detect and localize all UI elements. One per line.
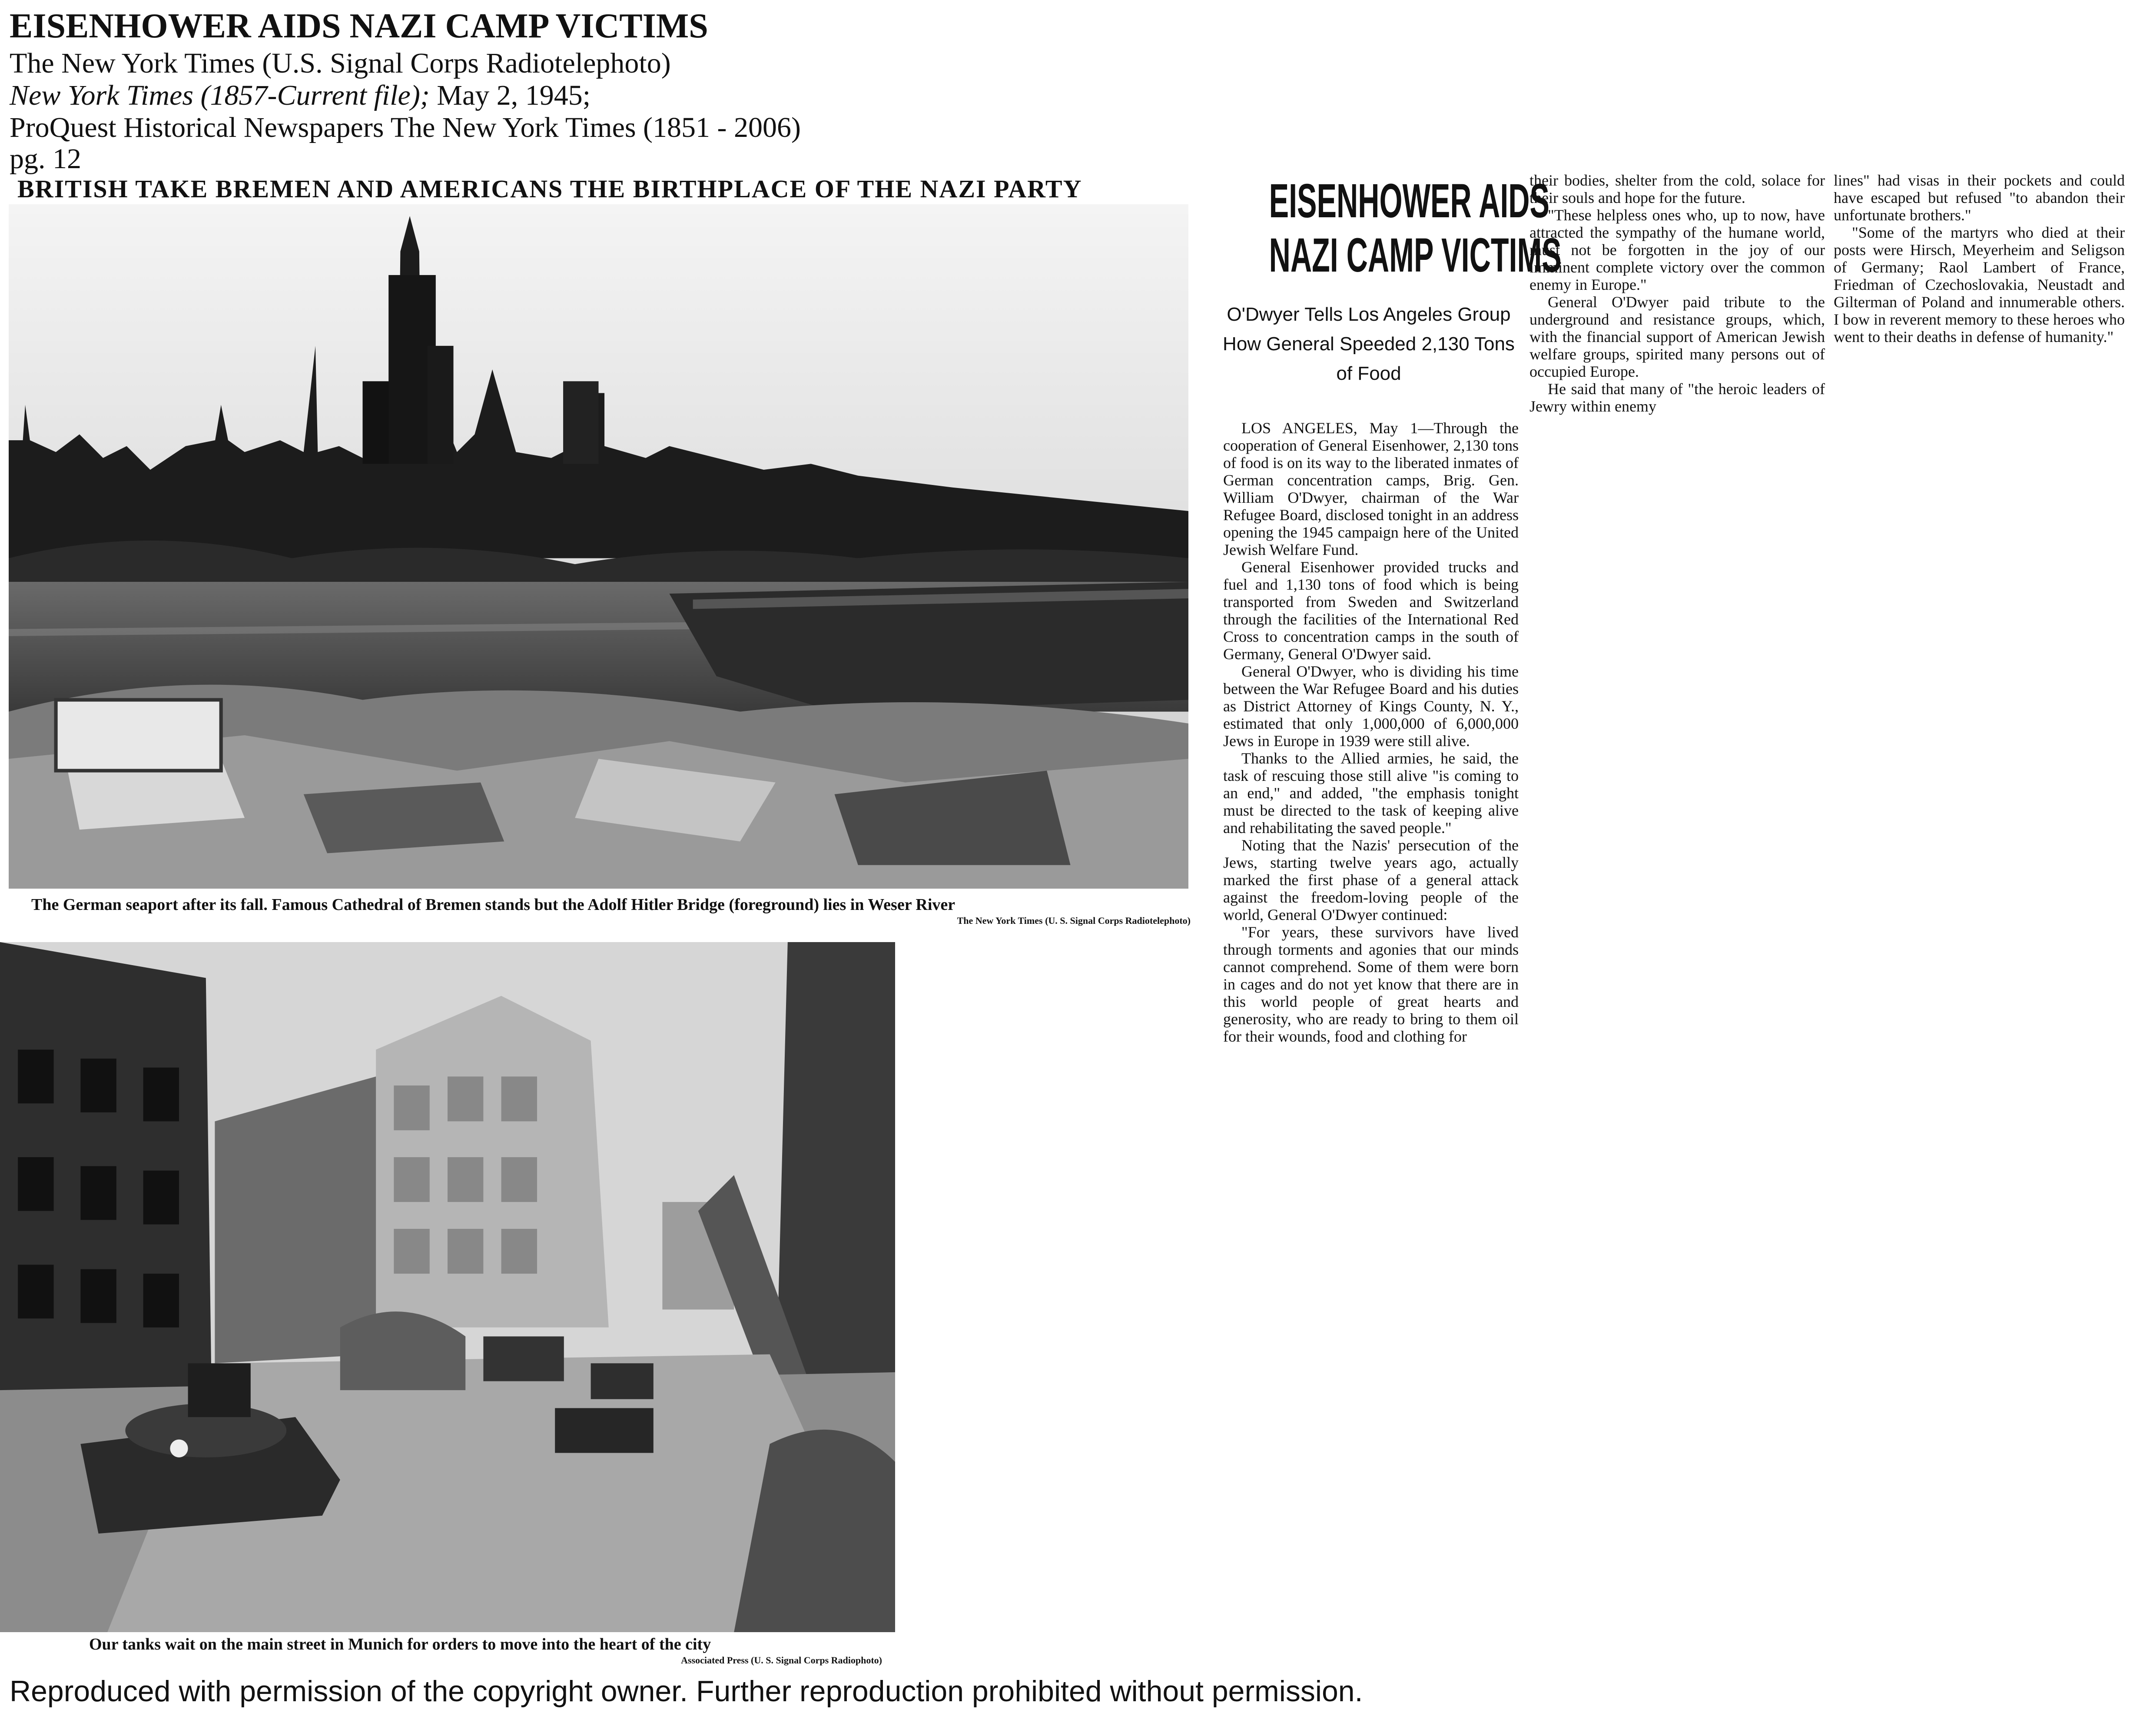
munich-photo-image — [0, 942, 895, 1632]
citation-title: EISENHOWER AIDS NAZI CAMP VICTIMS — [10, 7, 708, 45]
bremen-photo-caption: The German seaport after its fall. Famous Cathedral of Bremen stands but the Adolf Hitler Bridge (foreground) lies in Weser River — [31, 896, 956, 914]
article-subhead: O'Dwyer Tells Los Angeles Group How General Speeded 2,130 Tons of Food — [1223, 304, 1515, 384]
citation-page: pg. 12 — [10, 143, 81, 175]
article-paragraph: General O'Dwyer paid tribute to the underground and resistance groups, which, with the financial support of American Jewish welfare groups, spirited many persons out of occupied Europe. — [1529, 293, 1825, 380]
bremen-photo-image — [9, 204, 1188, 889]
photo-spread-headline: BRITISH TAKE BREMEN AND AMERICANS THE BIRTHPLACE OF THE NAZI PARTY — [17, 175, 1082, 203]
munich-photo-credit: Associated Press (U. S. Signal Corps Radiophoto) — [681, 1655, 882, 1666]
article-headline — [1269, 174, 1562, 282]
citation-source-line — [10, 80, 591, 111]
article-paragraph: their bodies, shelter from the cold, solace for their souls and hope for the future. — [1529, 172, 1825, 206]
article-column-3 — [1834, 172, 2125, 345]
article-column-1 — [1223, 419, 1519, 1045]
article-paragraph: Noting that the Nazis' persecution of the Jews, starting twelve years ago, actually marked the first phase of a general attack against the freedom-loving people of the world, General O'Dwyer continued: — [1223, 836, 1519, 923]
citation-source: New York Times (1857-Current file); — [10, 80, 430, 111]
article-paragraph: "These helpless ones who, up to now, have attracted the sympathy of the humane world, must not be forgotten in the joy of our imminent complete victory over the common enemy in Europe." — [1529, 206, 1825, 293]
article-headline-line2: NAZI CAMP VICTIMS — [1269, 229, 1562, 282]
article-paragraph: He said that many of "the heroic leaders of Jewry within enemy — [1529, 380, 1825, 415]
bremen-photo-credit: The New York Times (U. S. Signal Corps Radiotelephoto) — [957, 915, 1191, 926]
copyright-footer: Reproduced with permission of the copyright owner. Further reproduction prohibited without permission. — [10, 1675, 1363, 1708]
citation-database: ProQuest Historical Newspapers The New York Times (1851 - 2006) — [10, 112, 801, 143]
article-paragraph: General O'Dwyer, who is dividing his time between the War Refugee Board and his duties as District Attorney of Kings County, N. Y., estimated that only 1,000,000 of 6,000,000 Jews in Europe in 1939 were still alive. — [1223, 663, 1519, 750]
article-paragraph: lines" had visas in their pockets and could have escaped but refused "to abandon their unfortunate brothers." — [1834, 172, 2125, 224]
munich-photo — [0, 942, 895, 1632]
article-paragraph: Thanks to the Allied armies, he said, the task of rescuing those still alive "is coming to an end," and added, "the emphasis tonight must be directed to the task of keeping alive and rehabilitating the saved people." — [1223, 750, 1519, 836]
citation-date: May 2, 1945; — [429, 80, 591, 111]
citation-byline: The New York Times (U.S. Signal Corps Radiotelephoto) — [10, 47, 671, 79]
bremen-photo — [9, 204, 1188, 889]
article-paragraph: "Some of the martyrs who died at their posts were Hirsch, Meyerheim and Seligson of Germany; Raol Lambert of France, Friedman of Czechoslovakia, Neustadt and Gilterman of Poland and innumerable others. I bow in reverent memory to these heroes who went to their deaths in defense of humanity." — [1834, 224, 2125, 345]
article-paragraph: General Eisenhower provided trucks and fuel and 1,130 tons of food which is being transported from Sweden and Switzerland through the facilities of the International Red Cross to concentration camps in the south of Germany, General O'Dwyer said. — [1223, 558, 1519, 663]
article-paragraph: LOS ANGELES, May 1—Through the cooperation of General Eisenhower, 2,130 tons of food is on its way to the liberated inmates of German concentration camps, Brig. Gen. William O'Dwyer, chairman of the War Refugee Board, disclosed tonight in an address opening the 1945 campaign here of the United Jewish Welfare Fund. — [1223, 419, 1519, 558]
article-column-2 — [1529, 172, 1825, 415]
munich-photo-caption: Our tanks wait on the main street in Munich for orders to move into the heart of the city — [89, 1635, 711, 1653]
article-headline-line1: EISENHOWER AIDS — [1269, 174, 1550, 228]
article-paragraph: "For years, these survivors have lived through torments and agonies that our minds cannot comprehend. Some of them were born in cages and do not yet know that there are in this world people of great hearts and generosity, who are ready to bring to them oil for their wounds, food and clothing for — [1223, 923, 1519, 1045]
